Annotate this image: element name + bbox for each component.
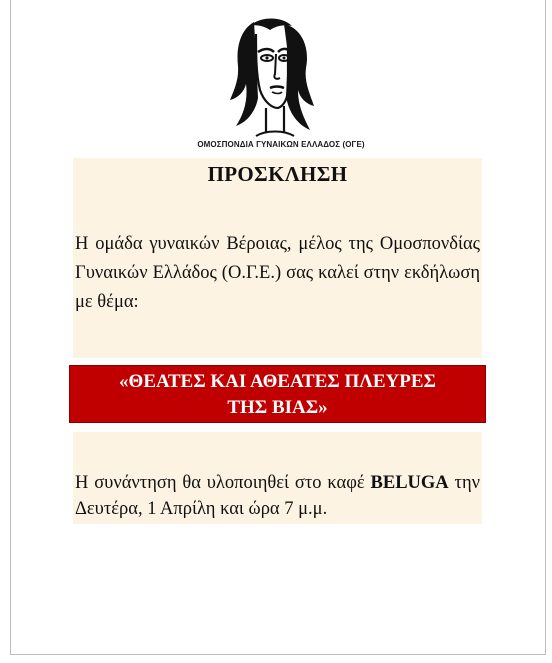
invitation-intro-panel <box>73 158 482 358</box>
event-theme-banner <box>69 365 486 423</box>
event-details-panel <box>73 432 482 524</box>
venue-name: BELUGA <box>370 473 449 493</box>
invitation-title: ΠΡΟΣΚΛΗΣΗ <box>207 162 348 186</box>
details-after-venue: την Δευτέρα, 1 Απρίλη και ώρα 7 μ.μ. <box>75 473 480 519</box>
event-details-text <box>75 470 480 522</box>
invitation-intro-text: Η ομάδα γυναικών Βέροιας, μέλος της Ομοσπονδίας Γυναικών Ελλάδος (Ο.Γ.Ε.) σας καλεί στην εκδήλωση με θέμα: <box>75 234 480 312</box>
woman-face-logo-icon <box>226 14 318 140</box>
details-before-venue: Η συνάντηση θα υλοποιηθεί στο καφέ <box>75 473 371 493</box>
event-theme-line-1: «ΘΕΑΤΕΣ ΚΑΙ ΑΘΕΑΤΕΣ ΠΛΕΥΡΕΣ <box>119 371 436 392</box>
organization-caption: ΟΜΟΣΠΟΝΔΙΑ ΓΥΝΑΙΚΩΝ ΕΛΛΑΔΟΣ (ΟΓΕ) <box>197 140 365 149</box>
event-theme-line-2: ΤΗΣ ΒΙΑΣ» <box>227 397 328 418</box>
